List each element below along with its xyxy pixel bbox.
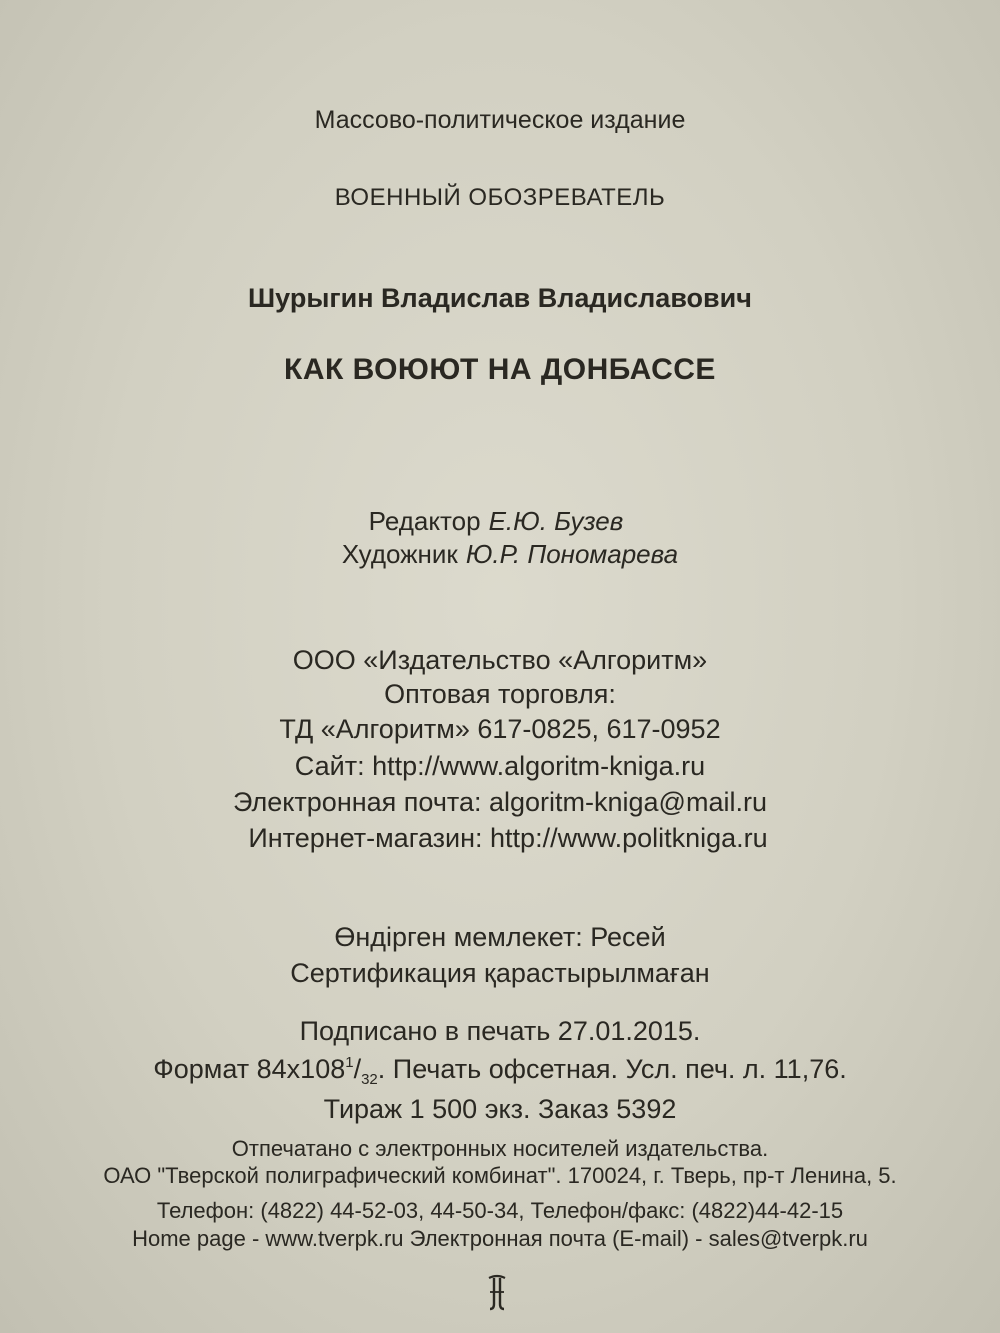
artist-role: Художник <box>341 539 458 569</box>
country-of-origin: Өндірген мемлекет: Ресей <box>334 922 666 952</box>
printer-line-1: Отпечатано с электронных носителей издательства. <box>231 1136 769 1161</box>
book-title: КАК ВОЮЮТ НА ДОНБАССЕ <box>284 353 716 386</box>
printer-line-4: Home page - www.tverpk.ru Электронная почта (E-mail) - sales@tverpk.ru <box>132 1226 868 1251</box>
series-type: Массово-политическое издание <box>314 106 686 134</box>
series-name: ВОЕННЫЙ ОБОЗРЕВАТЕЛЬ <box>334 184 666 211</box>
printer-logo-icon <box>486 1274 508 1312</box>
format-prefix: Формат 84x108 <box>153 1054 346 1084</box>
author-name: Шурыгин Владислав Владиславович <box>248 283 752 313</box>
printer-line-2: ОАО "Тверской полиграфический комбинат". 170024, г. Тверь, пр-т Ленина, 5. <box>103 1163 897 1188</box>
editor-credit <box>0 506 996 537</box>
format-line <box>0 1054 1000 1088</box>
print-run: Тираж 1 500 экз. Заказ 5392 <box>323 1094 677 1124</box>
format-separator: / <box>353 1054 362 1084</box>
artist-name: Ю.Р. Пономарева <box>465 539 679 569</box>
publisher-site: Сайт: http://www.algoritm-kniga.ru <box>294 751 706 781</box>
format-suffix: . Печать офсетная. Усл. печ. л. 11,76. <box>377 1054 847 1084</box>
publisher-email: Электронная почта: algoritm-kniga@mail.ru <box>233 787 767 817</box>
editor-name: Е.Ю. Бузев <box>488 506 624 536</box>
format-numerator: 1 <box>345 1054 354 1071</box>
printer-line-3: Телефон: (4822) 44-52-03, 44-50-34, Телефон/факс: (4822)44-42-15 <box>156 1198 844 1223</box>
publisher-shop: Интернет-магазин: http://www.politkniga.ru <box>248 823 768 853</box>
editor-role: Редактор <box>368 506 481 536</box>
publisher-trade-house: ТД «Алгоритм» 617-0825, 617-0952 <box>279 714 721 744</box>
publisher-wholesale: Оптовая торговля: <box>384 679 616 709</box>
signed-to-print: Подписано в печать 27.01.2015. <box>299 1016 701 1046</box>
certification-note: Сертификация қарастырылмаған <box>290 958 710 988</box>
publisher-name: ООО «Издательство «Алгоритм» <box>292 645 708 675</box>
format-denominator: 32 <box>361 1071 378 1088</box>
artist-credit <box>10 539 1000 570</box>
